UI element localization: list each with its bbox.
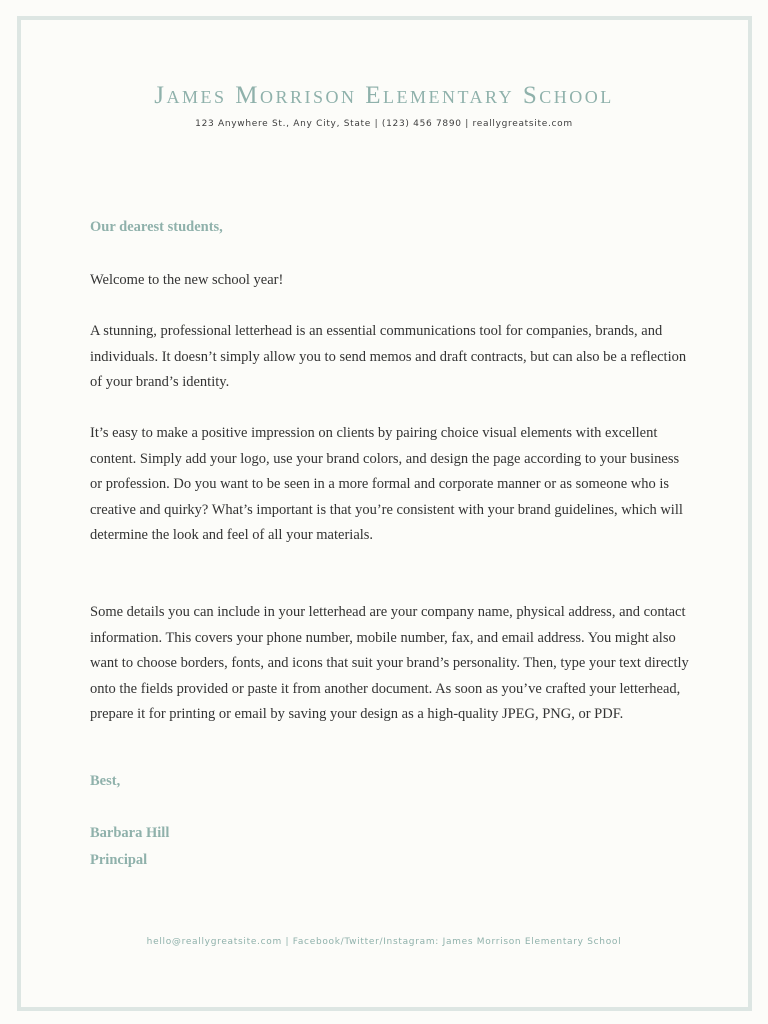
paragraph-welcome: Welcome to the new school year! [90, 272, 284, 288]
header-contact-line: 123 Anywhere St., Any City, State | (123) 456 7890 | reallygreatsite.com [195, 119, 573, 129]
paragraph-impression: It’s easy to make a positive impression on clients by pairing choice visual elements with excellent content. Simply add your logo, use your brand colors, and design the page according to your business or profession. Do you want to be seen in a more formal and corporate manner or as someone who is creative and quirky? What’s important is that you’re consistent with your brand guidelines, which will determine the look and feel of all your materials. [90, 425, 683, 544]
signer-name: Barbara Hill [90, 825, 170, 841]
letter-closing: Best, [90, 773, 121, 789]
paragraph-letterhead-intro: A stunning, professional letterhead is an essential communications tool for companies, brands, and individuals. It doesn’t simply allow you to send memos and draft contracts, but can also be a reflection of your brand’s identity. [90, 323, 687, 391]
school-name-heading: James Morrison Elementary School [154, 82, 614, 109]
letter-greeting: Our dearest students, [90, 219, 223, 235]
footer-contact-line: hello@reallygreatsite.com | Facebook/Twitter/Instagram: James Morrison Elementary School [146, 937, 622, 947]
signer-title: Principal [90, 852, 148, 868]
paragraph-details: Some details you can include in your letterhead are your company name, physical address, and contact information. This covers your phone number, mobile number, fax, and email address. You might also want to choose borders, fonts, and icons that suit your brand’s personality. Then, type your text directly onto the fields provided or paste it from another document. As soon as you’ve crafted your letterhead, prepare it for printing or email by saving your design as a high-quality JPEG, PNG, or PDF. [90, 604, 689, 723]
